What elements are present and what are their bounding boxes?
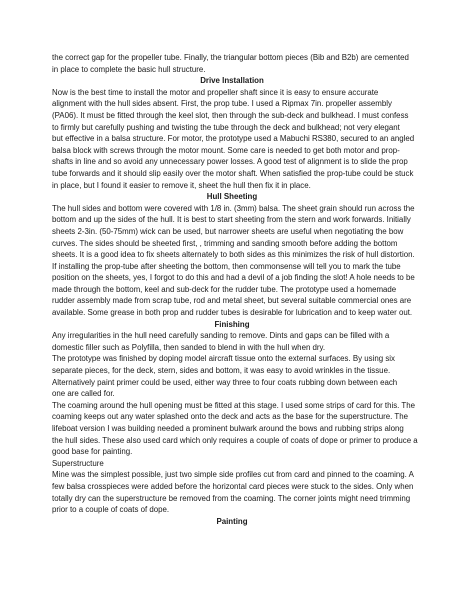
section-heading-superstructure: Superstructure: [52, 458, 104, 468]
text-line: bottom and up the sides of the hull. It is best to start sheeting from the stern and work forwards. Initially: [52, 215, 411, 225]
finishing-paragraph: [52, 330, 418, 458]
superstructure-paragraph: [52, 469, 412, 515]
text-line: Mine was the simplest possible, just two simple side profiles cut from card and pinned to the coaming. A: [52, 470, 414, 480]
text-line: Any irregularities in the hull need carefully sanding to remove. Dints and gaps can be filled with a: [52, 331, 390, 341]
text-line: prior to a couple of coats of dope.: [52, 505, 170, 515]
section-heading-drive-installation: Drive Installation: [200, 76, 264, 86]
text-line: The prototype was finished by doping model aircraft tissue onto the external surfaces. By using six: [52, 354, 395, 364]
section-heading-painting: Painting: [216, 516, 248, 526]
text-line: The coaming around the hull opening must be fitted at this stage. I used some strips of card for this. The: [52, 400, 416, 410]
text-line: separate pieces, for the deck, stern, sides and bottom, it was easy to avoid wrinkles in the tissue.: [52, 366, 391, 376]
text-line: sheets 2-3in. (50-75mm) wick can be used, but narrower sheets are useful when negotiating the bow: [52, 226, 404, 236]
text-line: (PA06). It must be fitted through the keel slot, then through the sub-deck and bulkhead. I must confess: [52, 110, 409, 120]
text-line: to firmly but carefully pushing and twisting the tube through the deck and bulkhead; not very elegant: [52, 122, 400, 132]
text-line: If installing the prop-tube after sheeting the bottom, then commonsense will tell you to mark the tube: [52, 261, 401, 271]
text-line: shafts in line and so avoid any unnecessary power losses. A good test of alignment is to slide the prop: [52, 157, 408, 167]
hull-sheeting-paragraph: [52, 203, 415, 319]
text-line: position on the sheets, yes, I forgot to do this and had a devil of a job finding the slot! A hole needs to be: [52, 273, 415, 283]
text-line: coaming keeps out any water splashed onto the deck and acts as the base for the superstructure. The: [52, 412, 409, 422]
text-line: made through the bottom, keel and sub-deck for the rudder tube. The prototype used a homemade: [52, 284, 397, 294]
text-line: balsa block with screws through the motor mount. Some care is needed to get both motor and prop-: [52, 145, 400, 155]
text-line: available. Some grease in both prop and rudder tubes is desirable for lubrication and to keep water out.: [52, 308, 413, 318]
text-line: curves. The sides should be sheeted first, , trimming and sanding smooth before adding the bottom: [52, 238, 398, 248]
text-line: good base for painting.: [52, 447, 133, 457]
text-line: few balsa crosspieces were added before the horizontal card pieces were stuck to the sides. Only when: [52, 481, 414, 491]
text-line: the hull sides. These also used card which only requires a couple of coats of dope or primer to produce a: [52, 435, 418, 445]
section-heading-finishing: Finishing: [214, 319, 250, 329]
text-line: in place, but I found it easier to remove it, sheet the hull then fix it in place.: [52, 180, 311, 190]
text-line: Now is the best time to install the motor and propeller shaft since it is easy to ensure accurate: [52, 87, 379, 97]
text-line: in place to complete the basic hull structure.: [52, 64, 206, 74]
text-line: one are called for.: [52, 389, 115, 399]
text-line: sheets. It is a good idea to fix sheets alternately to both sides as this minimizes the risk of hull distortion.: [52, 250, 415, 260]
section-heading-hull-sheeting: Hull Sheeting: [206, 192, 258, 202]
text-line: but effective in a balsa structure. For motor, the prototype used a Mabuchi RS380, secured to an angled: [52, 134, 415, 144]
text-line: tube forwards and it should slip easily over the motor shaft. When satisfied the prop-tube could be stuck: [52, 168, 414, 178]
text-line: lifeboat version I was building needed a prominent bulwark around the bows and rubbing strips along: [52, 424, 404, 433]
text-line: the correct gap for the propeller tube. Finally, the triangular bottom pieces (Bib and B2b) are cemented: [52, 53, 409, 62]
text-line: alignment with the hull sides absent. First, the prop tube. I used a Ripmax 7in. propeller assembly: [52, 99, 392, 109]
text-line: Alternatively paint primer could be used, either way three to four coats rubbing down between each: [52, 377, 398, 387]
text-line: The hull sides and bottom were covered with 1/8 in. (3mm) balsa. The sheet grain should run across the: [52, 203, 415, 213]
text-line: rudder assembly made from scrap tube, rod and metal sheet, but several suitable commercial ones are: [52, 296, 412, 306]
intro-paragraph: [52, 52, 412, 75]
drive-installation-paragraph: [52, 87, 415, 191]
text-line: totally dry can the superstructure be removed from the coaming. The corner joints might need trimming: [52, 493, 411, 503]
text-line: domestic filler such as Polyfilla, then sanded to blend in with the hull when dry.: [52, 342, 326, 352]
